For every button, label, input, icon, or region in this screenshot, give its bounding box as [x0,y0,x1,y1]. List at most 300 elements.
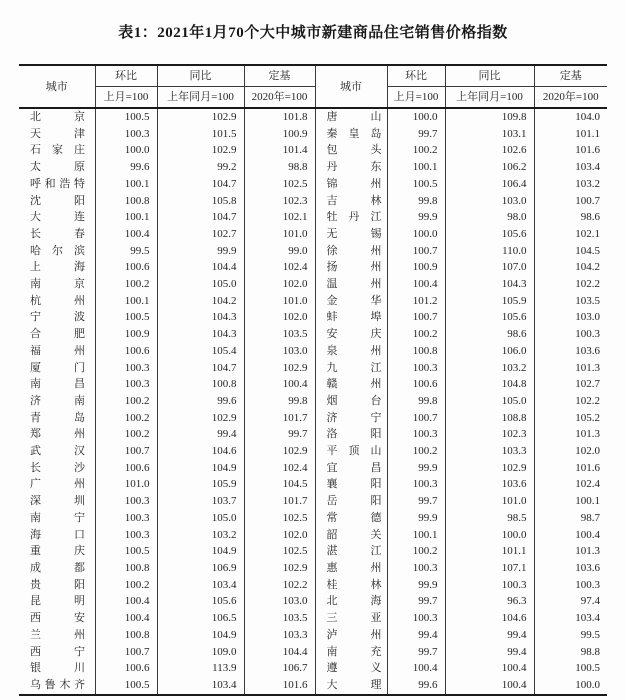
city-name: 北京 [30,111,85,123]
yoy-value: 104.6 [445,610,534,627]
city-cell [315,660,387,677]
mom-value: 100.4 [387,276,445,293]
fixed-base-value: 102.1 [244,209,315,226]
subheader-yoy-base-left: 上年同月=100 [157,87,244,109]
fixed-base-value: 101.3 [575,428,600,441]
yoy-value: 104.9 [157,627,244,644]
yoy-value: 109.0 [157,644,244,661]
mom-value: 99.7 [387,493,445,510]
mom-value: 100.9 [387,259,445,276]
city-cell [315,410,387,427]
city-cell [19,293,95,310]
city-cell [19,543,95,560]
mom-value: 99.6 [95,159,157,176]
city-cell [315,527,387,544]
yoy-value: 106.4 [445,176,534,193]
yoy-value: 104.8 [445,376,534,393]
city-name: 烟台 [326,394,382,407]
col-header-mom-left: 环比 [95,65,157,87]
fixed-base-value: 103.5 [244,326,315,343]
yoy-value: 105.0 [157,510,244,527]
yoy-value: 103.2 [445,360,534,377]
city-name: 韶关 [326,528,382,541]
city-cell [19,126,95,143]
header-row-bases [19,87,607,109]
subheader-yoy-base-right: 上年同月=100 [445,87,534,109]
yoy-value: 100.8 [157,376,244,393]
city-name: 深圳 [30,495,85,508]
city-cell [19,276,95,293]
mom-value: 100.3 [95,510,157,527]
mom-value: 100.3 [387,610,445,627]
table-row [19,577,607,594]
city-name: 南宁 [30,511,85,524]
yoy-value: 98.5 [445,510,534,527]
city-cell [19,159,95,176]
city-cell [315,460,387,477]
city-cell [19,243,95,260]
mom-value: 100.8 [95,560,157,577]
city-name: 兰州 [30,628,85,641]
yoy-value: 103.3 [445,443,534,460]
fixed-base-value: 98.8 [244,159,315,176]
mom-value: 100.7 [95,443,157,460]
mom-value: 100.2 [95,410,157,427]
yoy-value: 104.3 [157,309,244,326]
table-row [19,610,607,627]
fixed-base-value: 99.7 [244,426,315,443]
table-row [19,677,607,695]
fixed-base-value: 98.8 [580,645,600,658]
city-cell [315,343,387,360]
city-name: 杭州 [30,294,85,307]
city-name: 济宁 [326,411,382,424]
city-name: 呼和浩特 [30,177,85,190]
fixed-base-value: 100.3 [575,328,600,341]
mom-value: 100.3 [95,360,157,377]
city-cell [19,677,95,695]
city-name: 金华 [326,294,382,307]
fixed-base-value: 104.5 [244,476,315,493]
mom-value: 100.3 [387,560,445,577]
yoy-value: 104.7 [157,209,244,226]
yoy-value: 104.9 [157,543,244,560]
table-row [19,176,607,193]
fixed-base-value: 102.3 [244,193,315,210]
yoy-value: 101.1 [445,543,534,560]
table-row [19,193,607,210]
mom-value: 99.9 [387,460,445,477]
table-header [19,65,607,108]
city-name: 广州 [30,478,85,491]
subheader-fixed-base-left: 2020年=100 [244,87,315,109]
mom-value: 100.2 [387,326,445,343]
fixed-base-value: 102.0 [575,445,600,458]
mom-value: 100.1 [95,209,157,226]
fixed-base-value: 101.4 [244,142,315,159]
city-cell [19,360,95,377]
fixed-base-value: 99.0 [244,243,315,260]
city-cell [19,593,95,610]
city-cell [315,443,387,460]
mom-value: 100.4 [387,660,445,677]
city-name: 天津 [30,127,85,140]
mom-value: 101.0 [95,476,157,493]
city-name: 昆明 [30,595,85,608]
yoy-value: 110.0 [445,243,534,260]
fixed-base-value: 104.4 [244,644,315,661]
table-row [19,510,607,527]
city-cell [19,142,95,159]
mom-value: 100.2 [95,393,157,410]
city-name: 福州 [30,344,85,357]
mom-value: 99.5 [95,243,157,260]
city-name: 上海 [30,261,85,274]
yoy-value: 103.7 [157,493,244,510]
city-name: 银川 [30,662,85,675]
city-name: 南充 [326,645,382,658]
mom-value: 100.4 [95,593,157,610]
fixed-base-value: 102.0 [244,276,315,293]
mom-value: 99.8 [387,393,445,410]
city-cell [315,593,387,610]
fixed-base-value: 102.2 [575,278,600,291]
city-name: 武汉 [30,445,85,458]
city-cell [315,360,387,377]
city-cell [19,376,95,393]
city-cell [19,108,95,126]
table-row [19,493,607,510]
city-cell [19,577,95,594]
fixed-base-value: 101.1 [575,127,600,140]
mom-value: 100.2 [95,276,157,293]
fixed-base-value: 106.7 [244,660,315,677]
fixed-base-value: 101.7 [244,493,315,510]
fixed-base-value: 102.5 [244,543,315,560]
city-name: 大连 [30,211,85,224]
yoy-value: 103.4 [157,577,244,594]
yoy-value: 108.8 [445,410,534,427]
fixed-base-value: 101.0 [244,226,315,243]
col-header-fixed-right: 定基 [534,65,607,87]
mom-value: 100.2 [95,426,157,443]
table-row [19,326,607,343]
fixed-base-value: 103.3 [244,627,315,644]
table-row [19,644,607,661]
page-title: 表1：2021年1月70个大中城市新建商品住宅销售价格指数 [118,25,508,41]
yoy-value: 102.6 [445,142,534,159]
mom-value: 100.0 [387,226,445,243]
yoy-value: 100.4 [445,677,534,695]
fixed-base-value: 104.0 [575,111,600,123]
yoy-value: 103.0 [445,193,534,210]
fixed-base-value: 101.6 [244,677,315,695]
fixed-base-value: 98.7 [580,511,600,524]
city-name: 无锡 [326,227,382,240]
yoy-value: 105.0 [157,276,244,293]
fixed-base-value: 100.3 [575,578,600,591]
city-cell [315,393,387,410]
yoy-value: 109.8 [445,108,534,126]
city-cell [315,243,387,260]
city-cell [315,309,387,326]
fixed-base-value: 99.8 [244,393,315,410]
city-name: 郑州 [30,428,85,441]
table-row [19,108,607,126]
table-body [19,108,607,695]
fixed-base-value: 103.5 [244,610,315,627]
fixed-base-value: 100.7 [575,194,600,207]
city-name: 西宁 [30,645,85,658]
table-row [19,209,607,226]
mom-value: 100.7 [387,309,445,326]
fixed-base-value: 101.7 [244,410,315,427]
city-cell [19,493,95,510]
table-row [19,360,607,377]
yoy-value: 103.2 [157,527,244,544]
yoy-value: 103.1 [445,126,534,143]
table-row [19,293,607,310]
fixed-base-value: 102.1 [575,227,600,240]
city-name: 襄阳 [326,478,382,491]
city-name: 长沙 [30,461,85,474]
city-name: 乌鲁木齐 [30,678,85,691]
mom-value: 100.6 [387,376,445,393]
fixed-base-value: 103.6 [575,344,600,357]
city-name: 哈尔滨 [30,244,85,257]
mom-value: 100.7 [95,644,157,661]
city-cell [19,660,95,677]
subheader-fixed-base-right: 2020年=100 [534,87,607,109]
yoy-value: 105.6 [157,593,244,610]
table-row [19,560,607,577]
fixed-base-value: 100.9 [244,126,315,143]
city-cell [315,209,387,226]
city-cell [315,176,387,193]
city-cell [315,510,387,527]
city-name: 赣州 [326,378,382,391]
fixed-base-value: 104.5 [575,244,600,257]
city-cell [19,476,95,493]
fixed-base-value: 103.6 [575,561,600,574]
fixed-base-value: 103.5 [575,294,600,307]
city-cell [19,410,95,427]
mom-value: 100.5 [387,176,445,193]
fixed-base-value: 98.6 [580,211,600,224]
city-name: 湛江 [326,545,382,558]
mom-value: 100.1 [95,293,157,310]
mom-value: 99.7 [387,593,445,610]
city-name: 扬州 [326,261,382,274]
yoy-value: 98.6 [445,326,534,343]
yoy-value: 106.0 [445,343,534,360]
yoy-value: 104.6 [157,443,244,460]
mom-value: 100.3 [387,360,445,377]
table-row [19,660,607,677]
city-name: 泉州 [326,344,382,357]
mom-value: 99.9 [387,209,445,226]
yoy-value: 99.6 [157,393,244,410]
yoy-value: 99.2 [157,159,244,176]
city-cell [315,627,387,644]
yoy-value: 105.9 [445,293,534,310]
city-name: 济南 [30,394,85,407]
yoy-value: 105.6 [445,309,534,326]
fixed-base-value: 103.0 [244,343,315,360]
city-name: 北海 [326,595,382,608]
fixed-base-value: 102.9 [244,560,315,577]
mom-value: 100.4 [95,226,157,243]
city-cell [19,644,95,661]
yoy-value: 107.0 [445,259,534,276]
table-row [19,159,607,176]
fixed-base-value: 101.3 [575,361,600,374]
city-cell [315,226,387,243]
yoy-value: 113.9 [157,660,244,677]
price-index-table [19,64,607,696]
fixed-base-value: 102.2 [575,394,600,407]
city-name: 成都 [30,561,85,574]
mom-value: 100.7 [387,243,445,260]
fixed-base-value: 97.4 [580,595,600,608]
city-name: 三亚 [326,612,382,625]
table-row [19,543,607,560]
subheader-mom-base-left: 上月=100 [95,87,157,109]
mom-value: 100.2 [387,443,445,460]
col-header-city-right: 城市 [315,65,387,108]
city-name: 南昌 [30,378,85,391]
city-cell [315,560,387,577]
yoy-value: 105.4 [157,343,244,360]
table-row [19,393,607,410]
city-name: 牡丹江 [326,211,382,224]
mom-value: 100.2 [387,142,445,159]
city-name: 桂林 [326,578,382,591]
city-cell [19,627,95,644]
yoy-value: 96.3 [445,593,534,610]
table-row [19,126,607,143]
subheader-mom-base-right: 上月=100 [387,87,445,109]
city-name: 惠州 [326,561,382,574]
yoy-value: 102.9 [157,142,244,159]
city-cell [315,108,387,126]
mom-value: 100.8 [95,193,157,210]
mom-value: 99.8 [387,193,445,210]
yoy-value: 102.9 [157,108,244,126]
fixed-base-value: 103.4 [575,161,600,174]
table-row [19,476,607,493]
yoy-value: 106.5 [157,610,244,627]
table-row [19,309,607,326]
mom-value: 100.9 [95,326,157,343]
fixed-base-value: 102.5 [244,176,315,193]
yoy-value: 99.4 [157,426,244,443]
city-cell [315,276,387,293]
mom-value: 99.7 [387,644,445,661]
city-name: 合肥 [30,328,85,341]
col-header-city-left: 城市 [19,65,95,108]
mom-value: 99.6 [387,677,445,695]
city-cell [315,193,387,210]
fixed-base-value: 102.0 [244,527,315,544]
city-cell [19,443,95,460]
city-name: 宁波 [30,311,85,324]
yoy-value: 101.5 [157,126,244,143]
city-cell [19,343,95,360]
city-cell [19,259,95,276]
city-name: 九江 [326,361,382,374]
table-row [19,627,607,644]
fixed-base-value: 102.4 [575,478,600,491]
yoy-value: 104.3 [157,326,244,343]
yoy-value: 102.9 [157,410,244,427]
city-cell [19,193,95,210]
city-cell [19,527,95,544]
mom-value: 100.1 [387,159,445,176]
mom-value: 100.6 [95,259,157,276]
city-name: 大理 [326,678,382,691]
yoy-value: 102.9 [445,460,534,477]
yoy-value: 106.9 [157,560,244,577]
mom-value: 100.3 [387,476,445,493]
yoy-value: 102.3 [445,426,534,443]
table-row [19,276,607,293]
mom-value: 100.0 [95,142,157,159]
city-cell [315,159,387,176]
mom-value: 100.3 [95,493,157,510]
city-name: 宜昌 [326,461,382,474]
fixed-base-value: 103.0 [575,311,600,324]
table-row [19,460,607,477]
yoy-value: 99.4 [445,644,534,661]
fixed-base-value: 101.3 [575,545,600,558]
yoy-value: 98.0 [445,209,534,226]
city-cell [315,577,387,594]
col-header-fixed-left: 定基 [244,65,315,87]
city-name: 洛阳 [326,428,382,441]
mom-value: 100.6 [95,660,157,677]
city-cell [19,226,95,243]
city-name: 徐州 [326,244,382,257]
table-row [19,593,607,610]
table-row [19,226,607,243]
col-header-yoy-left: 同比 [157,65,244,87]
city-name: 吉林 [326,194,382,207]
yoy-value: 101.0 [445,493,534,510]
mom-value: 100.3 [387,426,445,443]
mom-value: 100.3 [95,527,157,544]
city-cell [315,493,387,510]
fixed-base-value: 104.2 [575,261,600,274]
city-cell [19,560,95,577]
fixed-base-value: 100.4 [575,528,600,541]
city-name: 青岛 [30,411,85,424]
mom-value: 100.2 [95,577,157,594]
city-cell [315,326,387,343]
yoy-value: 105.6 [445,226,534,243]
mom-value: 99.7 [387,126,445,143]
yoy-value: 100.3 [445,577,534,594]
col-header-mom-right: 环比 [387,65,445,87]
city-cell [315,476,387,493]
fixed-base-value: 102.5 [244,510,315,527]
yoy-value: 106.2 [445,159,534,176]
header-row-groups [19,65,607,87]
city-name: 丹东 [326,161,382,174]
city-name: 贵阳 [30,578,85,591]
city-name: 西安 [30,612,85,625]
city-cell [315,142,387,159]
